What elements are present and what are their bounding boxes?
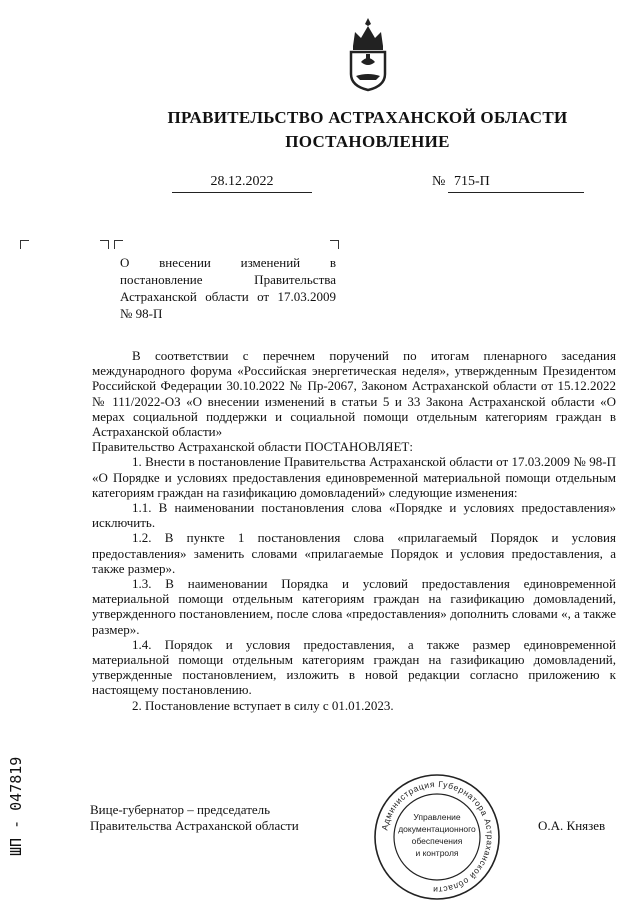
resolves-paragraph: Правительство Астраханской области ПОСТАНОВЛЯЕТ: (92, 439, 413, 455)
signatory-name: О.А. Князев (538, 818, 606, 833)
stamp-line-2: документационного (398, 824, 476, 834)
clause-1-4: 1.4. Порядок и условия предоставления, а также размер единовременной материальной помощи отдельным категориям граждан на газификацию домовладений, утвержденные постановлением, изложить в новой редакции согласно приложению к настоящему постановлению. (92, 636, 616, 698)
corner-mark (20, 240, 29, 249)
stamp-line-4: и контроля (415, 848, 459, 858)
clause-2: 2. Постановление вступает в силу с 01.01.2023. (132, 697, 394, 713)
clause-1-2: 1.2. В пункте 1 постановления слова «прилагаемый Порядок и условия предоставления» заменить словами «прилагаемые Порядок и условия предоставления, а также размер». (92, 530, 616, 576)
coat-of-arms-emblem (345, 16, 391, 92)
stamp-ring-text: Администрация Губернатора Астраханской области (379, 778, 496, 896)
preamble-paragraph: В соответствии с перечнем поручений по итогам пленарного заседания международного форума «Российская энергетическая неделя», утвержденным Президентом Российской Федерации 30.10.2022 № Пр-2067, Законом Астраханской области от 15.12.2022 № 111/2022-ОЗ «О внесении изменений в статьи 5 и 33 Закона Астраханской области «О мерах социальной поддержки и социальной помощи отдельным категориям граждан в Астраханской области» (92, 348, 616, 440)
clause-1-3: 1.3. В наименовании Порядка и условий предоставления единовременной материальной помощи отдельным категориям граждан на газификацию домовладений, утвержденного постановлением, после слова «предоставления» дополнить словами «, а также размер». (92, 576, 616, 637)
stamp-line-1: Управление (413, 812, 461, 822)
margin-serial-number (0, 720, 30, 860)
document-type-title: ПОСТАНОВЛЕНИЕ (285, 132, 450, 151)
clause-1: 1. Внести в постановление Правительства Астраханской области от 17.03.2009 № 98-П «О Порядке и условиях предоставления единовременной материальной помощи отдельным категориям граждан на газификацию домовладений» следующие изменения: (92, 454, 616, 500)
signatory-title-line1: Вице-губернатор – председатель (90, 802, 271, 817)
document-number: 715-П (448, 174, 584, 193)
government-title: ПРАВИТЕЛЬСТВО АСТРАХАНСКОЙ ОБЛАСТИ (167, 108, 568, 127)
document-body (92, 348, 616, 713)
corner-mark (330, 240, 339, 249)
official-stamp (372, 772, 502, 902)
document-subject: О внесении изменений в постановление Правительства Астраханской области от 17.03.2009 № 98-П (120, 255, 336, 321)
corner-mark (100, 240, 109, 249)
corner-mark (114, 240, 123, 249)
clause-1-1: 1.1. В наименовании постановления слова «Порядке и условиях предоставления» исключить. (92, 500, 616, 531)
number-label: № (432, 174, 446, 189)
signatory-title (90, 802, 299, 834)
margin-serial-text: ШП - 047819 (7, 756, 25, 856)
stamp-line-3: обеспечения (411, 836, 463, 846)
signatory-title-line2: Правительства Астраханской области (90, 818, 299, 833)
document-date: 28.12.2022 (172, 174, 312, 193)
